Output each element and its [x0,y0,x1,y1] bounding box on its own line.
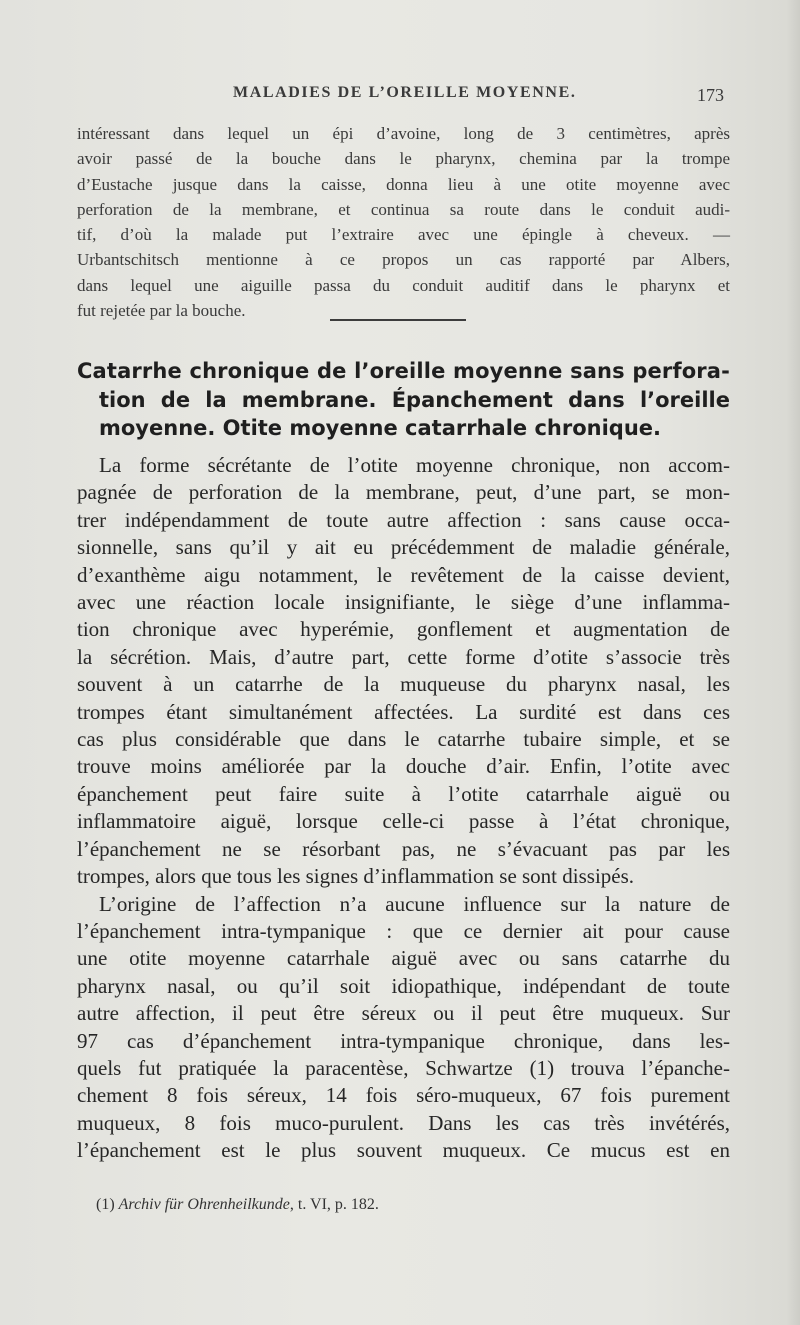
text-line: cas plus considérable que dans le catarrhe tubaire simple, et se [77,727,730,752]
text-line: l’épanchement intra-tympanique : que ce dernier ait pour cause [77,918,730,943]
text-line: inflammatoire aiguë, lorsque celle-ci passe à l’état chronique, [77,809,730,834]
text-line: autre affection, il peut être séreux ou il peut être muqueux. Sur [77,1001,730,1026]
text-line: quels fut pratiquée la paracentèse, Schwartze (1) trouva l’épanche- [77,1055,730,1080]
text-line: Urbantschitsch mentionne à ce propos un cas rapporté par Albers, [77,250,730,270]
text-line: 97 cas d’épanchement intra-tympanique chronique, dans les- [77,1028,730,1053]
footnote-journal-title: Archiv für Ohrenheilkunde [118,1196,290,1213]
section-title-line: Catarrhe chronique de l’oreille moyenne sans perfora- [77,359,730,383]
text-line: sionnelle, sans qu’il y ait eu précédemment de maladie générale, [77,535,730,560]
page-number: 173 [697,85,724,105]
text-line: chement 8 fois séreux, 14 fois séro-muqueux, 67 fois purement [77,1083,730,1108]
section-title-line: tion de la membrane. Épanchement dans l’oreille [99,387,730,412]
text-line: tion chronique avec hyperémie, gonflement et augmentation de [77,617,730,642]
section-title-line: moyenne. Otite moyenne catarrhale chronique. [99,416,661,440]
intro-paragraph [77,121,730,323]
text-line: épanchement peut faire suite à l’otite catarrhale aiguë ou [77,781,730,806]
page-header [0,84,800,108]
text-line: tif, d’où la malade put l’extraire avec une épingle à cheveux. — [77,225,730,245]
text-line: la sécrétion. Mais, d’autre part, cette forme d’otite s’associe très [77,644,730,669]
text-line: une otite moyenne catarrhale aiguë avec ou sans catarrhe du [77,946,730,971]
text-line: trer indépendamment de toute autre affection : sans cause occa- [77,507,730,532]
text-line: dans lequel une aiguille passa du conduit auditif dans le pharynx et [77,275,730,295]
text-line: pharynx nasal, ou qu’il soit idiopathique, indépendant de toute [77,973,730,998]
body-paragraphs [77,452,730,1165]
text-line: intéressant dans lequel un épi d’avoine, long de 3 centimètres, après [77,124,730,143]
text-line: trompes étant simultanément affectées. La surdité est dans ces [77,699,730,724]
text-line: souvent à un catarrhe de la muqueuse du pharynx nasal, les [77,672,730,697]
text-line: avoir passé de la bouche dans le pharynx, chemina par la trompe [77,149,730,169]
text-line: avec une réaction locale insignifiante, le siège d’une inflamma- [77,590,730,615]
text-line: trouve moins améliorée par la douche d’air. Enfin, l’otite avec [77,754,730,779]
footnote-citation: , t. VI, p. 182. [289,1196,379,1213]
text-line: l’épanchement ne se résorbant pas, ne s’évacuant pas par les [77,836,730,861]
text-line: La forme sécrétante de l’otite moyenne chronique, non accom- [99,453,730,477]
running-head: MALADIES DE L’OREILLE MOYENNE. [233,84,577,101]
text-line: L’origine de l’affection n’a aucune influence sur la nature de [99,891,730,916]
section-title [77,357,730,443]
text-line: perforation de la membrane, et continua sa route dans le conduit audi- [77,199,730,219]
text-line: fut rejetée par la bouche. [77,301,246,321]
text-line: pagnée de perforation de la membrane, peut, d’une part, se mon- [77,480,730,505]
text-line: d’exanthème aigu notamment, le revêtement de la caisse devient, [77,562,730,587]
footnote [96,1196,379,1214]
text-line: l’épanchement est le plus souvent muqueux. Ce mucus est en [77,1138,730,1163]
text-line: trompes, alors que tous les signes d’inflammation se sont dissipés. [77,864,635,889]
text-line: d’Eustache jusque dans la caisse, donna lieu à une otite moyenne avec [77,174,730,194]
section-divider [330,319,466,321]
footnote-marker: (1) [96,1196,115,1213]
page-edge-shadow [786,0,800,1325]
text-line: muqueux, 8 fois muco-purulent. Dans les cas très invétérés, [77,1110,730,1135]
